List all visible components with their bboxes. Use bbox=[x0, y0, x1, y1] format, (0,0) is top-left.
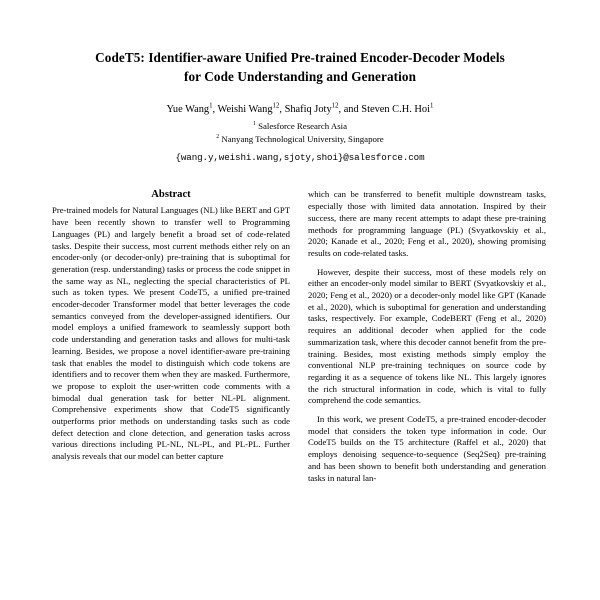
author-list: Yue Wang$^1$, Weishi Wang$^{12}$, Shafiq Joty$^{12}$, and Steven C.H. Hoi$^1$ bbox=[166, 102, 434, 116]
intro-paragraph-1: which can be transferred to benefit multiple downstream tasks, especially those with limited data annotation. Inspired by their success, there are many recent attempts to adapt these pre-training methods for programming language (PL) (Svyatkovskiy et al., 2020; Kanade et al., 2020; Feng et al., 2020), showing promising results on code-related tasks. bbox=[308, 189, 546, 258]
title-line-2: for Code Understanding and Generation bbox=[183, 69, 417, 85]
abstract-heading: Abstract bbox=[151, 189, 191, 201]
abstract-paragraph: Pre-trained models for Natural Languages (NL) like BERT and GPT have been recently shown to transfer well to Programming Languages (PL) and largely benefit a broad set of code-related tasks. Despite their success, most current methods either rely on an encoder-only (or decoder-only) pre-training that is suboptimal for generation (resp. understanding) tasks or process the code snippet in the same way as NL, neglecting the special characteristics of PL such as token types. We present CodeT5, a unified pre-trained encoder-decoder Transformer model that better leverages the code semantics conveyed from the developer-assigned identifiers. Our model employs a unified framework to seamlessly support both code understanding and generation tasks and allows for multi-task learning. Besides, we propose a novel identifier-aware pre-training task that enables the model to distinguish which code tokens are identifiers and to recover them when they are masked. Furthermore, we propose to exploit the user-written code comments with a bimodal dual generation task for better NL-PL alignment. Comprehensive experiments show that CodeT5 significantly outperforms prior methods on understanding tasks such as code defect detection and clone detection, and generation tasks across various directions including PL-NL, NL-PL, and PL-PL. Further analysis reveals that our model can better capture bbox=[52, 205, 290, 462]
left-column bbox=[52, 189, 290, 491]
page-title bbox=[52, 48, 548, 86]
intro-paragraph-3: In this work, we present CodeT5, a pre-trained encoder-decoder model that considers the token type information in code. Our CodeT5 builds on the T5 architecture (Raffel et al., 2020) that employs denoising sequence-to-sequence (Seq2Seq) pre-training and has been shown to benefit both understanding and generation tasks in natural lan- bbox=[308, 414, 546, 483]
two-column-body bbox=[52, 189, 548, 491]
affiliation-1: $^1$ Salesforce Research Asia bbox=[252, 120, 347, 131]
title-line-1: CodeT5: Identifier-aware Unified Pre-trained Encoder-Decoder Models bbox=[95, 50, 505, 65]
right-column bbox=[308, 189, 546, 491]
contact-email: {wang.y,weishi.wang,sjoty,shoi}@salesforce.com bbox=[175, 152, 425, 164]
affiliation-2: $^2$ Nanyang Technological University, Singapore bbox=[216, 133, 384, 144]
intro-paragraph-2: However, despite their success, most of these models rely on either an encoder-only model similar to BERT (Svyatkovskiy et al., 2020; Feng et al., 2020) or a decoder-only model like GPT (Kanade et al., 2020), which is suboptimal for generation and understanding tasks, respectively. For example, CodeBERT (Feng et al., 2020) requires an additional decoder when applied for the code summarization task, where this decoder cannot benefit from the pre-training. Besides, most existing methods simply employ the conventional NLP pre-training techniques on source code by regarding it as a sequence of tokens like NL. This largely ignores the rich structural information in code, which is vital to fully comprehend the code semantics. bbox=[308, 266, 546, 406]
